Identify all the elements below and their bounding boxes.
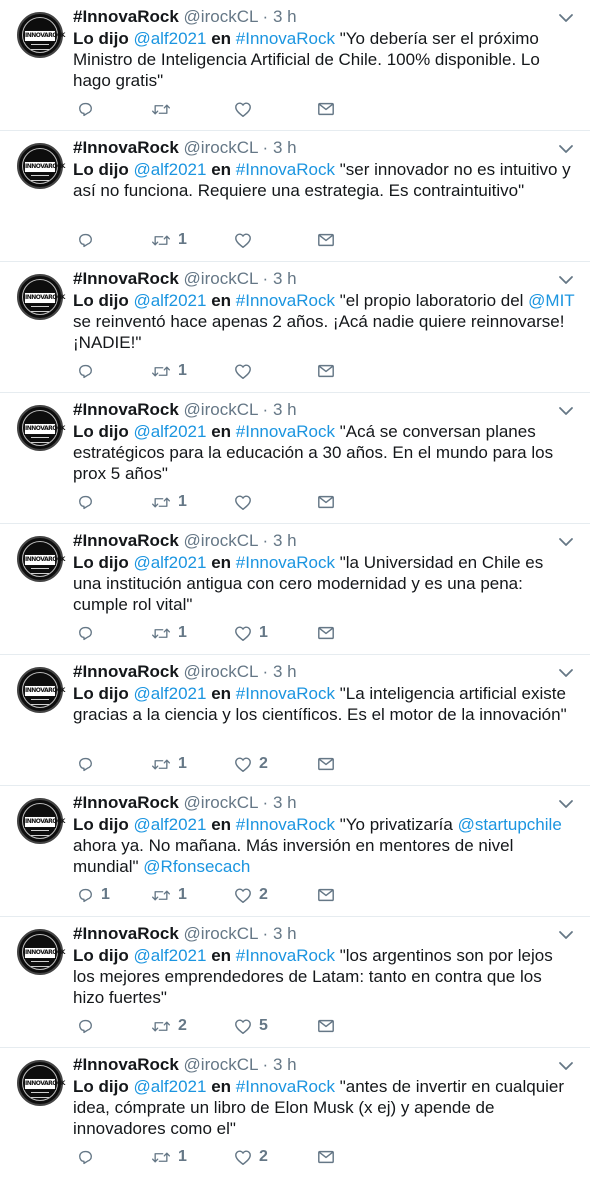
retweet-button[interactable] <box>151 751 187 777</box>
tweet-text <box>73 945 576 1008</box>
tweet-actions <box>77 620 377 646</box>
header-separator: · <box>262 793 273 812</box>
envelope-icon <box>317 756 335 772</box>
text-link[interactable]: #InnovaRock <box>235 946 335 965</box>
retweet-button[interactable] <box>151 1013 187 1039</box>
text-segment: Lo dijo <box>73 160 134 179</box>
like-button[interactable] <box>234 1013 268 1039</box>
retweet-icon <box>151 625 171 642</box>
user-handle[interactable]: @irockCL <box>183 138 258 157</box>
retweet-button[interactable] <box>151 1144 187 1170</box>
text-segment: se reinventó hace apenas 2 años. ¡Acá nadie quiere reinnovarse! ¡NADIE!" <box>73 312 565 352</box>
avatar[interactable] <box>17 274 63 320</box>
tweet-text <box>73 28 576 91</box>
tweet-header <box>73 529 576 553</box>
text-link[interactable]: #InnovaRock <box>235 815 335 834</box>
like-count: 1 <box>259 624 268 641</box>
tweet-header <box>73 5 576 29</box>
header-separator: · <box>262 7 273 26</box>
text-segment: Lo dijo <box>73 553 134 572</box>
avatar-logo-text: INNOVAROCK <box>24 685 56 697</box>
text-segment: "Yo privatizaría <box>335 815 458 834</box>
tweet[interactable] <box>0 524 590 655</box>
avatar-stripe <box>31 175 49 181</box>
avatar[interactable] <box>17 405 63 451</box>
user-handle[interactable]: @irockCL <box>183 662 258 681</box>
text-link[interactable]: #InnovaRock <box>235 684 335 703</box>
text-link[interactable]: @alf2021 <box>133 291 207 310</box>
chevron-down-icon[interactable] <box>558 922 574 946</box>
tweet-actions <box>77 1144 377 1170</box>
tweet[interactable] <box>0 393 590 524</box>
tweet[interactable] <box>0 655 590 786</box>
tweet[interactable] <box>0 0 590 131</box>
tweet-body <box>73 398 576 484</box>
text-segment: Lo dijo <box>73 291 134 310</box>
heart-icon <box>234 625 252 642</box>
tweet-body <box>73 660 576 725</box>
display-name[interactable]: #InnovaRock <box>73 1055 179 1074</box>
chevron-down-icon[interactable] <box>558 398 574 422</box>
retweet-icon <box>151 756 171 773</box>
display-name[interactable]: #InnovaRock <box>73 793 179 812</box>
envelope-icon <box>317 887 335 903</box>
avatar-logo-text: INNOVAROCK <box>24 554 56 566</box>
like-button[interactable] <box>234 620 268 646</box>
direct-message-button[interactable] <box>317 882 335 908</box>
tweet[interactable] <box>0 917 590 1048</box>
avatar-stripe <box>31 44 49 50</box>
text-link[interactable]: #InnovaRock <box>235 29 335 48</box>
text-segment: Lo dijo <box>73 815 134 834</box>
avatar-stripe <box>31 306 49 312</box>
display-name[interactable]: #InnovaRock <box>73 269 179 288</box>
retweet-count: 1 <box>178 362 187 379</box>
reply-icon <box>77 1018 94 1035</box>
user-handle[interactable]: @irockCL <box>183 793 258 812</box>
heart-icon <box>234 101 252 118</box>
reply-button[interactable] <box>77 489 101 515</box>
envelope-icon <box>317 1018 335 1034</box>
header-separator: · <box>262 269 273 288</box>
like-button[interactable] <box>234 96 259 122</box>
avatar[interactable] <box>17 536 63 582</box>
timestamp[interactable]: 3 h <box>272 7 297 26</box>
text-segment: en <box>206 29 236 48</box>
tweet-actions <box>77 489 377 515</box>
retweet-icon <box>151 232 171 249</box>
text-segment: "La inteligencia artificial existe gracias a la ciencia y los científicos. Es el motor de la innovación" <box>73 684 567 724</box>
tweet-body <box>73 136 576 201</box>
header-separator: · <box>262 1055 273 1074</box>
avatar[interactable] <box>17 12 63 58</box>
avatar[interactable] <box>17 929 63 975</box>
timestamp[interactable]: 3 h <box>272 138 297 157</box>
tweet-actions <box>77 882 377 908</box>
retweet-button[interactable] <box>151 96 178 122</box>
reply-icon <box>77 232 94 249</box>
retweet-icon <box>151 101 171 118</box>
avatar-logo-text: INNOVAROCK <box>24 161 56 173</box>
timestamp[interactable]: 3 h <box>272 924 297 943</box>
tweet-body <box>73 5 576 91</box>
text-segment: en <box>206 946 236 965</box>
reply-button[interactable] <box>77 227 101 253</box>
avatar-stripe <box>31 961 49 967</box>
avatar-stripe <box>31 568 49 574</box>
text-segment: "la Universidad en Chile es una institución antigua con cero modernidad y es una pena: cumple rol vital" <box>73 553 544 614</box>
heart-icon <box>234 1018 252 1035</box>
chevron-down-icon[interactable] <box>558 136 574 160</box>
text-link[interactable]: #InnovaRock <box>235 160 335 179</box>
retweet-button[interactable] <box>151 882 187 908</box>
text-segment: "Acá se conversan planes estratégicos para la educación a 30 años. En el mundo para los prox 5 años" <box>73 422 554 483</box>
reply-icon <box>77 494 94 511</box>
reply-button[interactable] <box>77 882 110 908</box>
text-link[interactable]: #InnovaRock <box>235 422 335 441</box>
like-count: 5 <box>259 1017 268 1034</box>
direct-message-button[interactable] <box>317 751 335 777</box>
header-separator: · <box>262 138 273 157</box>
user-handle[interactable]: @irockCL <box>183 1055 258 1074</box>
text-segment: "ser innovador no es intuitivo y así no funciona. Requiere una estrategia. Es contraintuitivo" <box>73 160 571 200</box>
retweet-button[interactable] <box>151 489 187 515</box>
like-count: 2 <box>259 755 268 772</box>
reply-button[interactable] <box>77 1144 101 1170</box>
text-link[interactable]: @alf2021 <box>133 946 207 965</box>
direct-message-button[interactable] <box>317 96 335 122</box>
retweet-count: 1 <box>178 624 187 641</box>
text-link[interactable]: @alf2021 <box>133 553 207 572</box>
header-separator: · <box>262 662 273 681</box>
retweet-button[interactable] <box>151 358 187 384</box>
heart-icon <box>234 887 252 904</box>
reply-icon <box>77 625 94 642</box>
text-segment: Lo dijo <box>73 1077 134 1096</box>
chevron-down-icon[interactable] <box>558 5 574 29</box>
user-handle[interactable]: @irockCL <box>183 400 258 419</box>
text-segment: en <box>206 160 236 179</box>
tweet-body <box>73 922 576 1008</box>
chevron-down-icon[interactable] <box>558 660 574 684</box>
reply-icon <box>77 363 94 380</box>
envelope-icon <box>317 494 335 510</box>
tweet-actions <box>77 96 377 122</box>
tweet-header <box>73 922 576 946</box>
display-name[interactable]: #InnovaRock <box>73 924 179 943</box>
text-segment: "los argentinos son por lejos los mejores emprendedores de Latam: tanto en contra que los hizo fuertes" <box>73 946 553 1007</box>
reply-icon <box>77 1149 94 1166</box>
text-segment: en <box>206 422 236 441</box>
text-link[interactable]: @alf2021 <box>133 29 207 48</box>
tweet-header <box>73 660 576 684</box>
text-link[interactable]: @alf2021 <box>133 160 207 179</box>
avatar-logo-text: INNOVAROCK <box>24 423 56 435</box>
reply-button[interactable] <box>77 751 101 777</box>
tweet-text <box>73 1076 576 1139</box>
tweet-header <box>73 1053 576 1077</box>
display-name[interactable]: #InnovaRock <box>73 531 179 550</box>
retweet-icon <box>151 887 171 904</box>
text-link[interactable]: @Rfonsecach <box>143 857 251 876</box>
envelope-icon <box>317 1149 335 1165</box>
timestamp[interactable]: 3 h <box>272 1055 297 1074</box>
like-count: 2 <box>259 1148 268 1165</box>
tweet-header <box>73 267 576 291</box>
tweet[interactable] <box>0 786 590 917</box>
text-segment: en <box>206 684 236 703</box>
tweet-text <box>73 159 576 201</box>
text-link[interactable]: @alf2021 <box>133 815 207 834</box>
retweet-icon <box>151 1018 171 1035</box>
like-button[interactable] <box>234 227 259 253</box>
text-segment: Lo dijo <box>73 684 134 703</box>
timestamp[interactable]: 3 h <box>272 531 297 550</box>
tweet-actions <box>77 358 377 384</box>
direct-message-button[interactable] <box>317 1144 335 1170</box>
timestamp[interactable]: 3 h <box>272 662 297 681</box>
user-handle[interactable]: @irockCL <box>183 531 258 550</box>
user-handle[interactable]: @irockCL <box>183 7 258 26</box>
reply-icon <box>77 887 94 904</box>
like-count: 2 <box>259 886 268 903</box>
envelope-icon <box>317 101 335 117</box>
text-segment: Lo dijo <box>73 946 134 965</box>
reply-icon <box>77 101 94 118</box>
text-link[interactable]: @alf2021 <box>133 1077 207 1096</box>
tweet-text <box>73 814 576 877</box>
like-button[interactable] <box>234 1144 268 1170</box>
user-handle[interactable]: @irockCL <box>183 269 258 288</box>
heart-icon <box>234 363 252 380</box>
text-segment: en <box>206 553 236 572</box>
text-segment: Lo dijo <box>73 29 134 48</box>
retweet-icon <box>151 1149 171 1166</box>
header-separator: · <box>262 924 273 943</box>
text-link[interactable]: @alf2021 <box>133 684 207 703</box>
timestamp[interactable]: 3 h <box>272 793 297 812</box>
direct-message-button[interactable] <box>317 489 335 515</box>
tweet-actions <box>77 1013 377 1039</box>
display-name[interactable]: #InnovaRock <box>73 662 179 681</box>
display-name[interactable]: #InnovaRock <box>73 400 179 419</box>
retweet-button[interactable] <box>151 620 187 646</box>
reply-button[interactable] <box>77 1013 101 1039</box>
chevron-down-icon[interactable] <box>558 791 574 815</box>
reply-button[interactable] <box>77 96 101 122</box>
like-button[interactable] <box>234 751 268 777</box>
text-segment: en <box>206 1077 236 1096</box>
text-link[interactable]: #InnovaRock <box>235 291 335 310</box>
reply-button[interactable] <box>77 358 101 384</box>
text-link[interactable]: @alf2021 <box>133 422 207 441</box>
avatar-logo-text: INNOVAROCK <box>24 947 56 959</box>
envelope-icon <box>317 363 335 379</box>
avatar-logo-text: INNOVAROCK <box>24 816 56 828</box>
tweet-body <box>73 791 576 877</box>
tweet-text <box>73 552 576 615</box>
tweet-body <box>73 529 576 615</box>
retweet-count: 2 <box>178 1017 187 1034</box>
text-segment: Lo dijo <box>73 422 134 441</box>
avatar-logo-text: INNOVAROCK <box>24 1078 56 1090</box>
like-button[interactable] <box>234 489 259 515</box>
avatar-stripe <box>31 1092 49 1098</box>
retweet-button[interactable] <box>151 227 187 253</box>
envelope-icon <box>317 232 335 248</box>
retweet-count: 1 <box>178 886 187 903</box>
text-link[interactable]: #InnovaRock <box>235 553 335 572</box>
chevron-down-icon[interactable] <box>558 1053 574 1077</box>
reply-icon <box>77 756 94 773</box>
like-button[interactable] <box>234 358 259 384</box>
retweet-count: 1 <box>178 493 187 510</box>
heart-icon <box>234 756 252 773</box>
avatar-logo-text: INNOVAROCK <box>24 292 56 304</box>
tweet-text <box>73 421 576 484</box>
reply-button[interactable] <box>77 620 101 646</box>
text-segment: en <box>206 291 236 310</box>
text-segment: ahora ya. No mañana. Más inversión en mentores de nivel mundial" <box>73 836 514 876</box>
reply-count: 1 <box>101 886 110 903</box>
tweet-text <box>73 290 576 353</box>
retweet-count: 1 <box>178 755 187 772</box>
like-button[interactable] <box>234 882 268 908</box>
retweet-icon <box>151 494 171 511</box>
user-handle[interactable]: @irockCL <box>183 924 258 943</box>
avatar[interactable] <box>17 143 63 189</box>
tweet[interactable] <box>0 131 590 262</box>
direct-message-button[interactable] <box>317 1013 335 1039</box>
avatar[interactable] <box>17 798 63 844</box>
header-separator: · <box>262 531 273 550</box>
display-name[interactable]: #InnovaRock <box>73 138 179 157</box>
timestamp[interactable]: 3 h <box>272 400 297 419</box>
heart-icon <box>234 1149 252 1166</box>
avatar-logo-text: INNOVAROCK <box>24 30 56 42</box>
retweet-count: 1 <box>178 231 187 248</box>
text-segment: "Yo debería ser el próximo Ministro de Inteligencia Artificial de Chile. 100% disponible. Lo hago gratis" <box>73 29 540 90</box>
tweet-body <box>73 267 576 353</box>
tweet-actions <box>77 751 377 777</box>
text-segment: en <box>206 815 236 834</box>
avatar-stripe <box>31 699 49 705</box>
tweet-header <box>73 791 576 815</box>
tweet[interactable] <box>0 1048 590 1179</box>
text-link[interactable]: @MIT <box>528 291 575 310</box>
tweet-header <box>73 136 576 160</box>
avatar[interactable] <box>17 1060 63 1106</box>
retweet-count: 1 <box>178 1148 187 1165</box>
tweet-text <box>73 683 576 725</box>
text-segment: "el propio laboratorio del <box>335 291 529 310</box>
heart-icon <box>234 494 252 511</box>
tweet-actions <box>77 227 377 253</box>
tweet[interactable] <box>0 262 590 393</box>
direct-message-button[interactable] <box>317 227 335 253</box>
tweet-body <box>73 1053 576 1139</box>
tweet-header <box>73 398 576 422</box>
envelope-icon <box>317 625 335 641</box>
heart-icon <box>234 232 252 249</box>
timestamp[interactable]: 3 h <box>272 269 297 288</box>
header-separator: · <box>262 400 273 419</box>
text-link[interactable]: #InnovaRock <box>235 1077 335 1096</box>
text-link[interactable]: @startupchile <box>457 815 562 834</box>
avatar-stripe <box>31 830 49 836</box>
chevron-down-icon[interactable] <box>558 529 574 553</box>
text-segment: "antes de invertir en cualquier idea, cómprate un libro de Elon Musk (x ej) y apende de innovadores como el" <box>73 1077 565 1138</box>
direct-message-button[interactable] <box>317 358 335 384</box>
avatar[interactable] <box>17 667 63 713</box>
direct-message-button[interactable] <box>317 620 335 646</box>
avatar-stripe <box>31 437 49 443</box>
display-name[interactable]: #InnovaRock <box>73 7 179 26</box>
retweet-icon <box>151 363 171 380</box>
chevron-down-icon[interactable] <box>558 267 574 291</box>
